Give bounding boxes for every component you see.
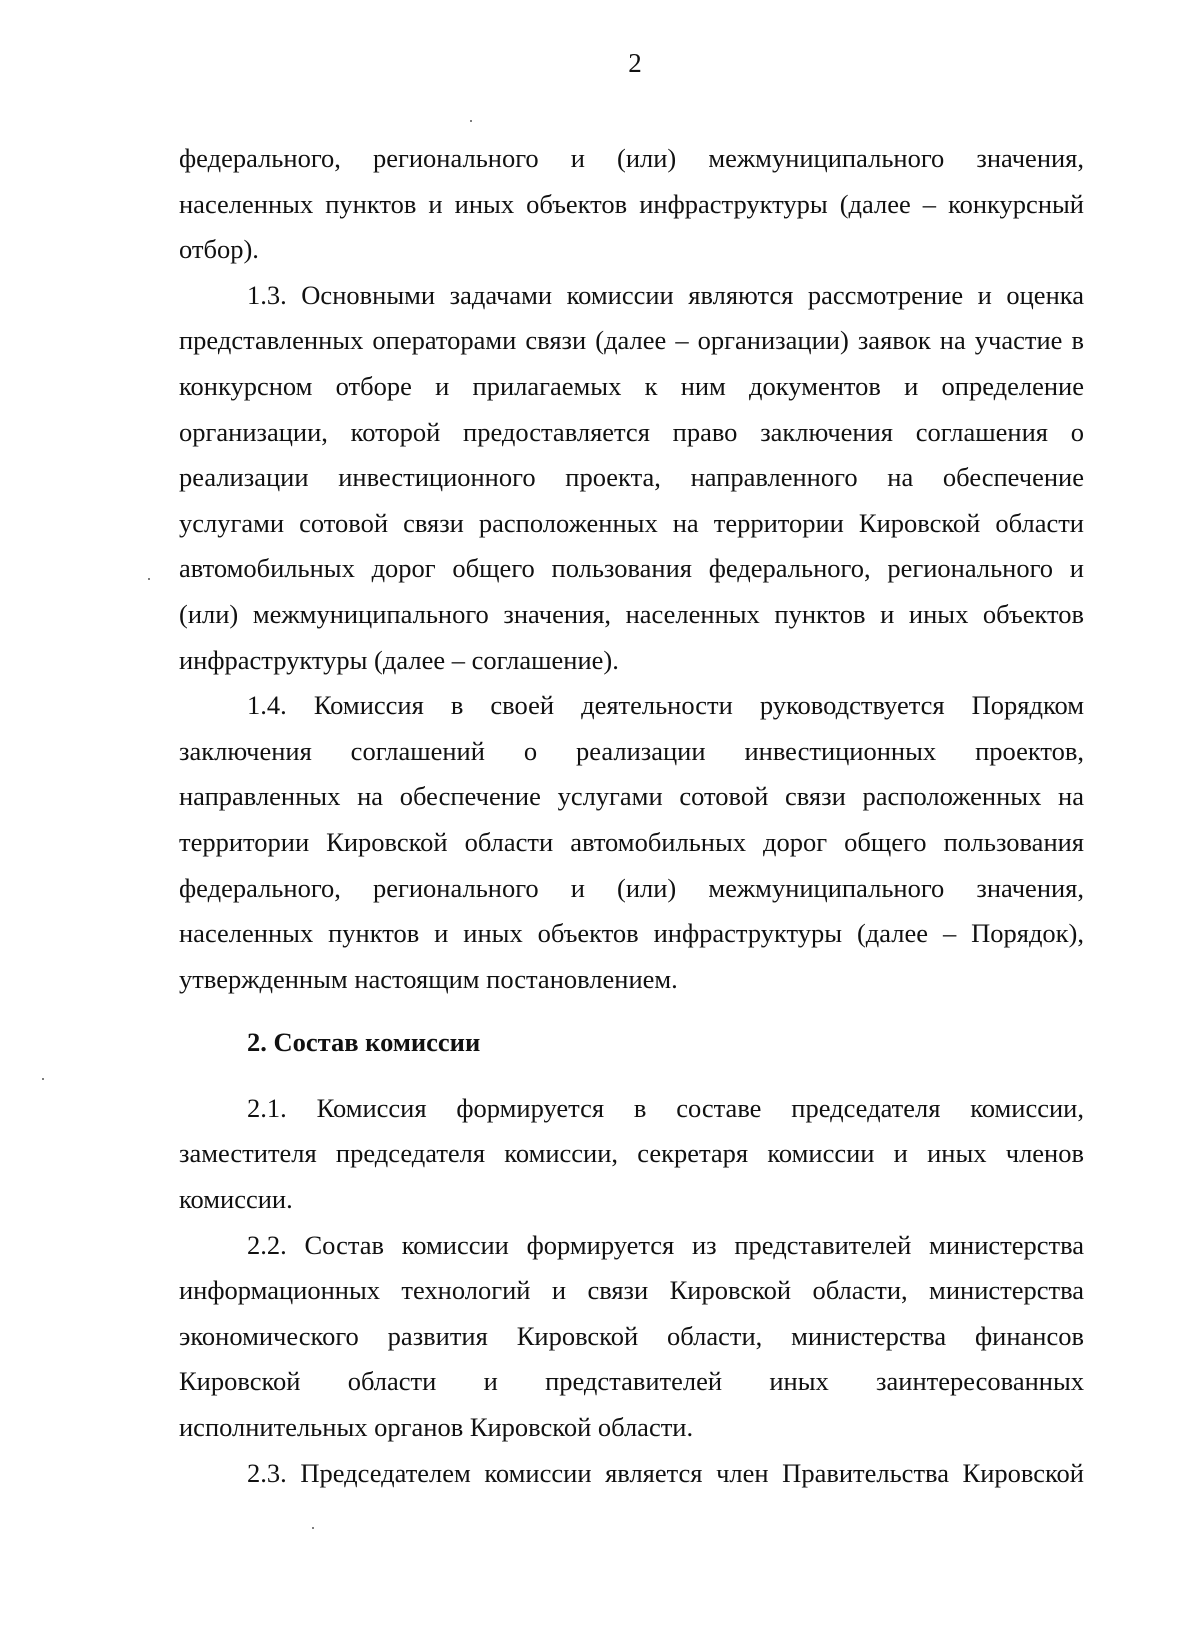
text-line: 1.3. Основными задачами комиссии являются рассмотрение и оценка	[247, 279, 1084, 310]
text-line: инфраструктуры (далее – соглашение).	[179, 644, 619, 675]
text-line: организации, которой предоставляется право заключения соглашения о	[179, 416, 1084, 447]
text-line: населенных пунктов и иных объектов инфраструктуры (далее – Порядок),	[179, 918, 1084, 949]
paragraph-continuation	[179, 136, 1084, 273]
text-line: территории Кировской области автомобильных дорог общего пользования	[179, 826, 1084, 857]
paragraph-1-3	[179, 273, 1084, 683]
text-line: 1.4. Комиссия в своей деятельности руководствуется Порядком	[247, 690, 1084, 721]
scan-speck	[470, 120, 472, 122]
text-line: (или) межмуниципального значения, населенных пунктов и иных объектов	[179, 598, 1084, 629]
text-line: федерального, регионального и (или) межмуниципального значения,	[179, 143, 1084, 173]
text-line: конкурсном отборе и прилагаемых к ним документов и определение	[179, 370, 1084, 401]
text-line: заместителя председателя комиссии, секретаря комиссии и иных членов	[179, 1138, 1084, 1169]
section-heading: 2. Состав комиссии	[247, 1027, 481, 1058]
text-line: заключения соглашений о реализации инвестиционных проектов,	[179, 735, 1084, 766]
text-line: комиссии.	[179, 1184, 293, 1215]
text-line: федерального, регионального и (или) межмуниципального значения,	[179, 872, 1084, 903]
paragraph-2-3	[179, 1451, 1084, 1497]
text-line: реализации инвестиционного проекта, направленного на обеспечение	[179, 462, 1084, 493]
text-line: 2.2. Состав комиссии формируется из представителей министерства	[247, 1229, 1084, 1260]
text-line: представленных операторами связи (далее – организации) заявок на участие в	[179, 325, 1084, 356]
text-line: направленных на обеспечение услугами сотовой связи расположенных на	[179, 781, 1084, 812]
text-line: 2.1. Комиссия формируется в составе председателя комиссии,	[247, 1092, 1084, 1123]
text-line: автомобильных дорог общего пользования федерального, регионального и	[179, 553, 1084, 584]
paragraph-1-4	[179, 683, 1084, 1002]
text-line: отбор).	[179, 234, 259, 265]
text-line: экономического развития Кировской области, министерства финансов	[179, 1320, 1084, 1351]
text-line: 2.3. Председателем комиссии является член Правительства Кировской	[247, 1457, 1084, 1488]
text-line: исполнительных органов Кировской области.	[179, 1412, 694, 1443]
scan-speck	[148, 578, 150, 580]
page-number: 2	[628, 48, 642, 78]
text-line: информационных технологий и связи Кировской области, министерства	[179, 1275, 1084, 1306]
paragraph-2-2	[179, 1223, 1084, 1451]
text-line: Кировской области и представителей иных заинтересованных	[179, 1366, 1084, 1397]
text-line: утвержденным настоящим постановлением.	[179, 963, 678, 994]
text-line: населенных пунктов и иных объектов инфраструктуры (далее – конкурсный	[179, 188, 1084, 219]
document-body	[179, 136, 1084, 1496]
paragraph-2-1	[179, 1086, 1084, 1223]
scan-speck	[42, 1078, 44, 1080]
scan-speck	[312, 1527, 314, 1529]
text-line: услугами сотовой связи расположенных на территории Кировской области	[179, 507, 1084, 538]
